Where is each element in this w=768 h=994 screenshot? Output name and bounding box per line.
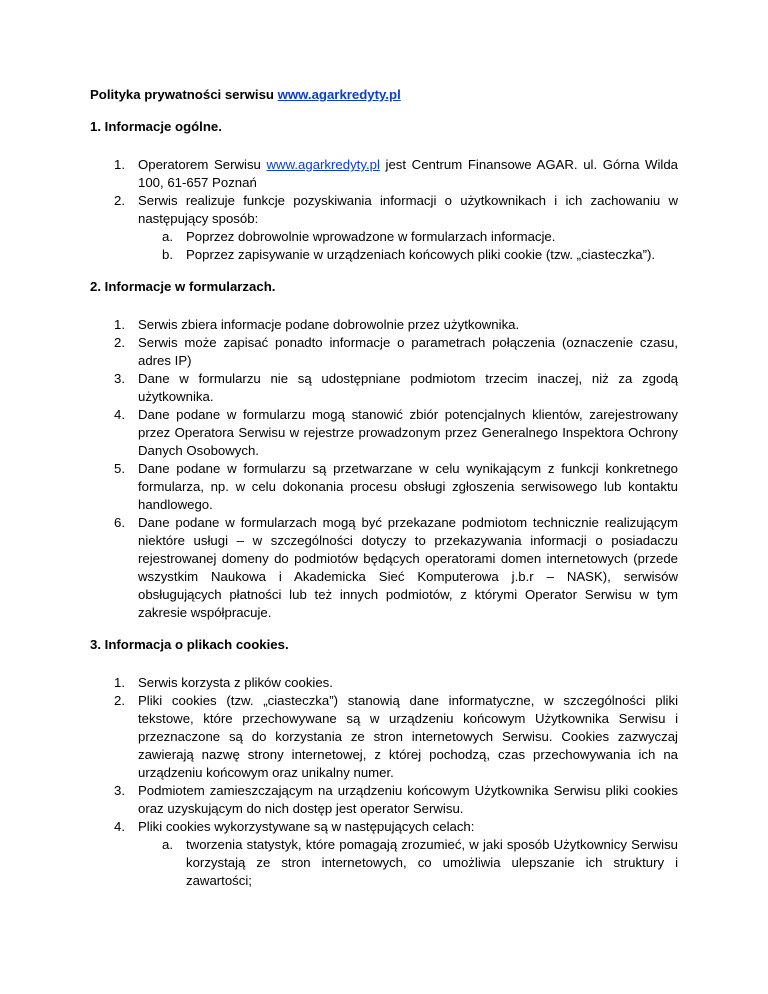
section-3-heading: 3. Informacja o plikach cookies. xyxy=(90,637,289,652)
item-text: Serwis realizuje funkcje pozyskiwania informacji o użytkownikach i ich zachowaniu w następujący sposób: xyxy=(138,193,678,226)
list-item xyxy=(90,818,678,890)
item-text: jest Centrum Finansowe AGAR. ul. Górna Wilda 100, 61-657 Poznań xyxy=(138,157,679,190)
section-general xyxy=(90,118,678,264)
section-1-heading: 1. Informacje ogólne. xyxy=(90,119,222,134)
title-link[interactable]: www.agarkredyty.pl xyxy=(277,87,401,102)
list-item xyxy=(90,514,678,622)
list-item xyxy=(90,156,678,192)
item-text: tworzenia statystyk, które pomagają zrozumieć, w jaki sposób Użytkownicy Serwisu korzystają ze stron internetowych, co umożliwia ulepszanie ich struktury i zawartości; xyxy=(186,837,678,888)
item-text: Dane podane w formularzu mogą stanowić zbiór potencjalnych klientów, zarejestrowany przez Operatora Serwisu w rejestrze prowadzonym przez Generalnego Inspektora Ochrony Danych Osobowych. xyxy=(138,407,678,458)
list-number: 5. xyxy=(114,461,125,476)
list-item xyxy=(90,370,678,406)
list-item xyxy=(90,334,678,370)
item-text: Poprzez dobrowolnie wprowadzone w formularzach informacje. xyxy=(186,229,556,244)
item-text: Dane podane w formularzu są przetwarzane w celu wynikającym z funkcji konkretnego formularza, np. w celu dokonania procesu obsługi zgłoszenia serwisowego lub kontaktu handlowego. xyxy=(138,461,678,512)
item-text: Serwis zbiera informacje podane dobrowolnie przez użytkownika. xyxy=(138,317,520,332)
list-number: 1. xyxy=(114,675,125,690)
document-title xyxy=(90,86,678,104)
item-text: Serwis korzysta z plików cookies. xyxy=(138,675,333,690)
section-2-list xyxy=(90,316,678,622)
list-number: 1. xyxy=(114,157,125,172)
section-2-heading: 2. Informacje w formularzach. xyxy=(90,279,276,294)
list-item xyxy=(90,782,678,818)
sub-list xyxy=(138,228,678,264)
list-number: 3. xyxy=(114,371,125,386)
list-number: 6. xyxy=(114,515,125,530)
list-number: 2. xyxy=(114,193,125,208)
list-item xyxy=(90,406,678,460)
list-number: 4. xyxy=(114,407,125,422)
sub-list-letter: a. xyxy=(162,837,173,852)
list-number: 4. xyxy=(114,819,125,834)
section-3-list xyxy=(90,674,678,890)
list-item xyxy=(90,316,678,334)
item-text: Pliki cookies (tzw. „ciasteczka”) stanowią dane informatyczne, w szczególności pliki tekstowe, które przechowywane są w urządzeniu końcowym Użytkownika Serwisu i przeznaczone są do korzystania ze stron internetowych Serwisu. Cookies zazwyczaj zawierają nazwę strony internetowej, z której pochodzą, czas przechowywania ich na urządzeniu końcowym oraz unikalny numer. xyxy=(138,693,678,780)
item-text: Poprzez zapisywanie w urządzeniach końcowych pliki cookie (tzw. „ciasteczka”). xyxy=(186,247,656,262)
item-text: Pliki cookies wykorzystywane są w następujących celach: xyxy=(138,819,475,834)
item-text: Serwis może zapisać ponadto informacje o parametrach połączenia (oznaczenie czasu, adres IP) xyxy=(138,335,678,368)
list-number: 2. xyxy=(114,335,125,350)
list-item xyxy=(90,674,678,692)
sub-list xyxy=(138,836,678,890)
list-number: 2. xyxy=(114,693,125,708)
title-text: Polityka prywatności serwisu xyxy=(90,87,278,102)
sub-list-item xyxy=(90,836,678,890)
item-text: Podmiotem zamieszczającym na urządzeniu końcowym Użytkownika Serwisu pliki cookies oraz uzyskującym do nich dostęp jest operator Serwisu. xyxy=(138,783,678,816)
list-item xyxy=(90,192,678,264)
list-number: 1. xyxy=(114,317,125,332)
sub-list-item xyxy=(90,228,678,246)
section-cookies xyxy=(90,636,678,890)
list-number: 3. xyxy=(114,783,125,798)
section-forms xyxy=(90,278,678,622)
item-text: Dane w formularzu nie są udostępniane podmiotom trzecim inaczej, niż za zgodą użytkownika. xyxy=(138,371,678,404)
sub-list-item xyxy=(90,246,678,264)
item-text: Dane podane w formularzach mogą być przekazane podmiotom technicznie realizującym niektóre usługi – w szczególności dotyczy to przekazywania informacji o posiadaczu rejestrowanej domeny do podmiotów będących operatorami domen internetowych (przede wszystkim Naukowa i Akademicka Sieć Komputerowa j.b.r – NASK), serwisów obsługujących płatności lub też innych podmiotów, z którymi Operator Serwisu w tym zakresie współpracuje. xyxy=(138,515,678,620)
sub-list-letter: a. xyxy=(162,229,173,244)
section-1-list xyxy=(90,156,678,264)
sub-list-letter: b. xyxy=(162,247,173,262)
list-item xyxy=(90,692,678,782)
operator-link[interactable]: www.agarkredyty.pl xyxy=(266,157,380,172)
list-item xyxy=(90,460,678,514)
item-text: Operatorem Serwisu xyxy=(138,157,267,172)
